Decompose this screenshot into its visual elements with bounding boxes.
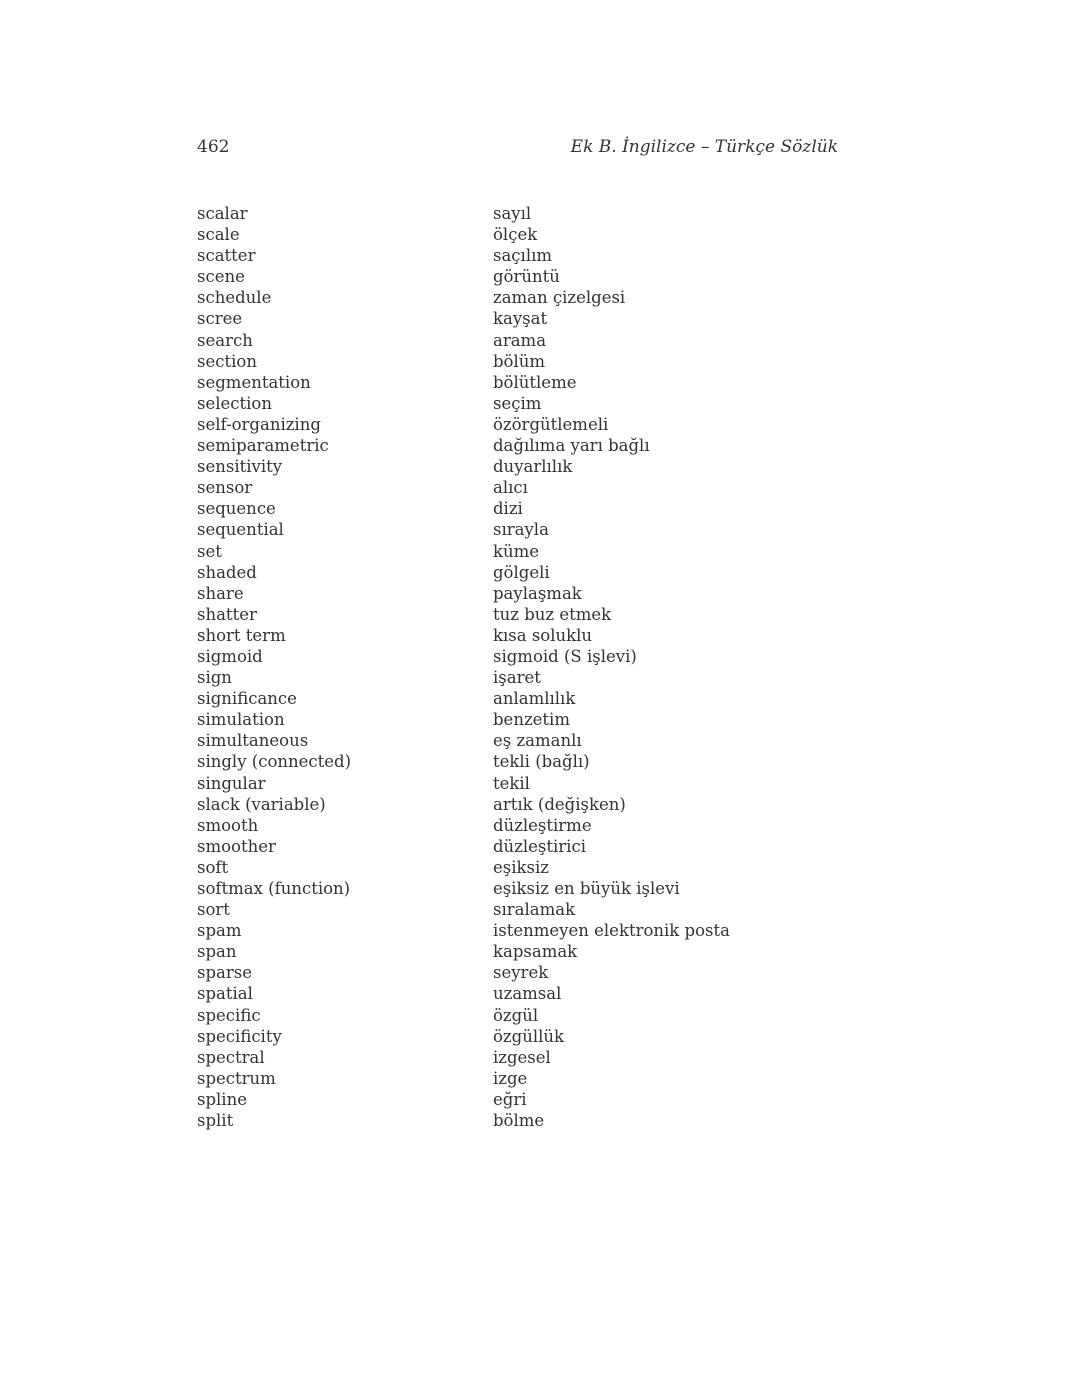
turkish-term: kısa soluklu — [493, 625, 593, 645]
turkish-term: küme — [493, 541, 540, 561]
turkish-term: alıcı — [493, 478, 528, 498]
turkish-term: özgül — [493, 1005, 539, 1025]
english-term: segmentation — [197, 372, 311, 392]
glossary-entry — [197, 203, 837, 224]
glossary-entry — [197, 308, 837, 329]
english-term: spam — [197, 921, 242, 941]
running-title: Ek B. İngilizce – Türkçe Sözlük — [570, 137, 838, 157]
glossary-entry — [197, 414, 837, 435]
english-term: slack (variable) — [197, 794, 326, 814]
glossary-entry — [197, 1110, 837, 1131]
glossary-entry — [197, 625, 837, 646]
glossary-entry — [197, 541, 837, 562]
glossary-entry — [197, 1026, 837, 1047]
glossary-entry — [197, 266, 837, 287]
glossary-entry — [197, 751, 837, 772]
turkish-term: benzetim — [493, 710, 570, 730]
english-term: split — [197, 1111, 234, 1131]
turkish-term: ölçek — [493, 225, 538, 245]
turkish-term: seyrek — [493, 963, 549, 983]
turkish-term: sigmoid (S işlevi) — [493, 646, 637, 666]
glossary-list — [197, 203, 837, 1131]
turkish-term: sıralamak — [493, 900, 576, 920]
glossary-entry — [197, 562, 837, 583]
english-term: specificity — [197, 1026, 282, 1046]
english-term: scene — [197, 267, 245, 287]
glossary-entry — [197, 1089, 837, 1110]
glossary-entry — [197, 836, 837, 857]
turkish-term: dizi — [493, 499, 523, 519]
english-term: scatter — [197, 246, 256, 266]
turkish-term: izgesel — [493, 1047, 551, 1067]
english-term: singly (connected) — [197, 752, 352, 772]
english-term: spectral — [197, 1047, 265, 1067]
english-term: singular — [197, 773, 266, 793]
turkish-term: tekli (bağlı) — [493, 752, 590, 772]
page-number: 462 — [197, 137, 230, 157]
glossary-entry — [197, 730, 837, 751]
english-term: specific — [197, 1005, 261, 1025]
english-term: sensor — [197, 478, 253, 498]
english-term: schedule — [197, 288, 272, 308]
english-term: simultaneous — [197, 731, 309, 751]
turkish-term: düzleştirici — [493, 836, 586, 856]
glossary-entry — [197, 878, 837, 899]
turkish-term: izge — [493, 1068, 528, 1088]
english-term: share — [197, 583, 244, 603]
english-term: smoother — [197, 836, 276, 856]
glossary-entry — [197, 604, 837, 625]
glossary-entry — [197, 330, 837, 351]
glossary-entry — [197, 393, 837, 414]
turkish-term: bölme — [493, 1111, 545, 1131]
english-term: spatial — [197, 984, 253, 1004]
glossary-entry — [197, 773, 837, 794]
glossary-entry — [197, 498, 837, 519]
turkish-term: özörgütlemeli — [493, 414, 609, 434]
glossary-entry — [197, 372, 837, 393]
english-term: smooth — [197, 815, 259, 835]
glossary-entry — [197, 1068, 837, 1089]
turkish-term: eğri — [493, 1089, 527, 1109]
glossary-entry — [197, 920, 837, 941]
english-term: softmax (function) — [197, 879, 351, 898]
english-term: sort — [197, 900, 230, 920]
english-term: scalar — [197, 204, 248, 223]
turkish-term: istenmeyen elektronik posta — [493, 921, 730, 941]
turkish-term: düzleştirme — [493, 815, 592, 835]
glossary-entry — [197, 224, 837, 245]
glossary-entry — [197, 351, 837, 372]
turkish-term: tuz buz etmek — [493, 604, 612, 624]
english-term: span — [197, 942, 237, 962]
glossary-entry — [197, 583, 837, 604]
glossary-entry — [197, 899, 837, 920]
glossary-entry — [197, 794, 837, 815]
glossary-entry — [197, 245, 837, 266]
english-term: scale — [197, 225, 240, 245]
english-term: scree — [197, 309, 243, 329]
english-term: sign — [197, 668, 232, 688]
glossary-entry — [197, 857, 837, 878]
turkish-term: kayşat — [493, 309, 548, 329]
glossary-entry — [197, 287, 837, 308]
glossary-entry — [197, 941, 837, 962]
turkish-term: sayıl — [493, 204, 532, 223]
turkish-term: arama — [493, 330, 547, 350]
turkish-term: sırayla — [493, 520, 549, 540]
english-term: search — [197, 330, 253, 350]
turkish-term: görüntü — [493, 267, 560, 287]
glossary-entry — [197, 983, 837, 1004]
english-term: significance — [197, 689, 297, 709]
glossary-entry — [197, 477, 837, 498]
turkish-term: işaret — [493, 668, 541, 688]
glossary-entry — [197, 435, 837, 456]
english-term: sequential — [197, 520, 284, 540]
glossary-entry — [197, 962, 837, 983]
turkish-term: duyarlılık — [493, 457, 573, 477]
english-term: set — [197, 541, 222, 561]
turkish-term: uzamsal — [493, 984, 562, 1004]
glossary-entry — [197, 456, 837, 477]
turkish-term: eşiksiz — [493, 857, 549, 877]
english-term: sigmoid — [197, 646, 263, 666]
english-term: shaded — [197, 562, 257, 582]
english-term: spline — [197, 1089, 247, 1109]
turkish-term: bölütleme — [493, 372, 577, 392]
english-term: sequence — [197, 499, 276, 519]
turkish-term: saçılım — [493, 246, 553, 266]
english-term: sparse — [197, 963, 252, 983]
turkish-term: eşiksiz en büyük işlevi — [493, 879, 680, 898]
english-term: self-organizing — [197, 414, 321, 434]
english-term: sensitivity — [197, 457, 283, 477]
turkish-term: dağılıma yarı bağlı — [493, 436, 650, 456]
glossary-entry — [197, 667, 837, 688]
english-term: spectrum — [197, 1068, 276, 1088]
turkish-term: paylaşmak — [493, 583, 582, 603]
turkish-term: anlamlılık — [493, 689, 576, 709]
turkish-term: kapsamak — [493, 942, 578, 962]
glossary-entry — [197, 646, 837, 667]
glossary-entry — [197, 519, 837, 540]
glossary-entry — [197, 709, 837, 730]
english-term: selection — [197, 393, 272, 413]
turkish-term: eş zamanlı — [493, 731, 582, 751]
turkish-term: gölgeli — [493, 562, 550, 582]
english-term: short term — [197, 625, 286, 645]
page-header — [197, 134, 838, 160]
turkish-term: artık (değişken) — [493, 794, 626, 814]
english-term: shatter — [197, 604, 257, 624]
english-term: simulation — [197, 710, 285, 730]
turkish-term: özgüllük — [493, 1026, 564, 1046]
english-term: semiparametric — [197, 436, 329, 456]
turkish-term: seçim — [493, 393, 542, 413]
glossary-entry — [197, 815, 837, 836]
turkish-term: bölüm — [493, 351, 546, 371]
english-term: section — [197, 351, 257, 371]
glossary-entry — [197, 1047, 837, 1068]
turkish-term: tekil — [493, 773, 530, 793]
turkish-term: zaman çizelgesi — [493, 288, 626, 308]
glossary-entry — [197, 1005, 837, 1026]
english-term: soft — [197, 857, 229, 877]
glossary-entry — [197, 688, 837, 709]
